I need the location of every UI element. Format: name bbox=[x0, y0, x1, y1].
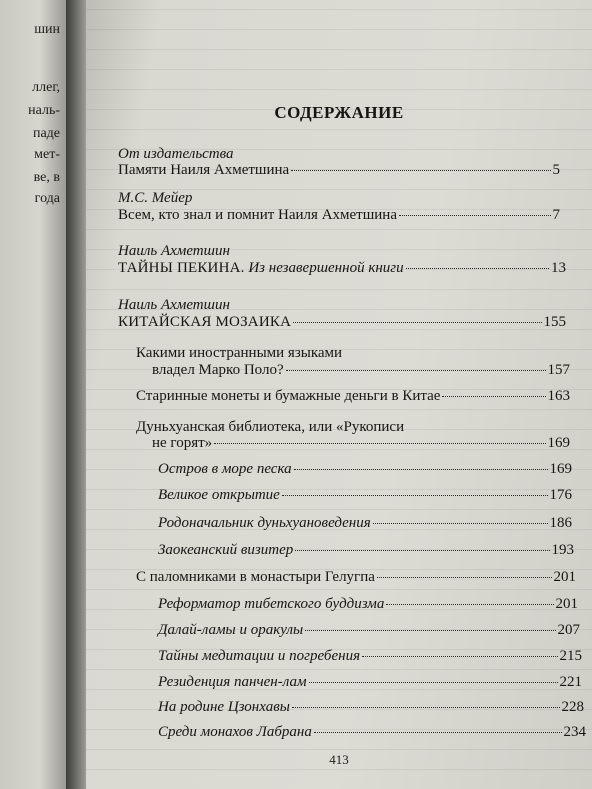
toc-line[interactable] bbox=[158, 699, 584, 716]
toc-line[interactable] bbox=[118, 314, 566, 331]
leader-dots bbox=[294, 469, 548, 470]
toc-page: 169 bbox=[547, 435, 570, 451]
toc-text: Великое открытие bbox=[158, 487, 280, 503]
toc-line[interactable] bbox=[118, 207, 560, 224]
leader-dots bbox=[305, 630, 555, 631]
leader-dots bbox=[291, 170, 550, 171]
left-fragment: наль- bbox=[28, 103, 60, 118]
toc-page: 163 bbox=[547, 388, 570, 404]
toc-text: Остров в море песка bbox=[158, 461, 292, 477]
toc-page: 221 bbox=[559, 674, 582, 690]
toc-line[interactable] bbox=[136, 388, 570, 405]
toc-text: Всем, кто знал и помнит Наиля Ахметшина bbox=[118, 207, 397, 223]
toc-text: ТАЙНЫ ПЕКИНА. bbox=[118, 260, 245, 276]
toc-line[interactable] bbox=[158, 622, 580, 639]
toc-page: 234 bbox=[563, 724, 586, 740]
left-fragment: мет- bbox=[34, 147, 60, 162]
toc-line[interactable] bbox=[152, 435, 570, 452]
leader-dots bbox=[282, 495, 548, 496]
leader-dots bbox=[314, 732, 562, 733]
toc-text: Среди монахов Лабрана bbox=[158, 724, 312, 740]
leader-dots bbox=[295, 550, 549, 551]
toc-line[interactable] bbox=[158, 461, 572, 478]
toc-line[interactable] bbox=[158, 648, 582, 665]
toc-page: 201 bbox=[555, 596, 578, 612]
left-fragment: паде bbox=[32, 126, 60, 141]
leader-dots bbox=[373, 523, 548, 524]
toc-text: Далай-ламы и оракулы bbox=[158, 622, 304, 638]
toc-line[interactable] bbox=[152, 362, 570, 379]
toc-page: 201 bbox=[553, 569, 576, 585]
toc-text: Заокеанский визитер bbox=[158, 542, 294, 558]
entry-author: М.С. Мейер bbox=[118, 190, 193, 206]
toc-text-line1[interactable]: Дуньхуанская библиотека, или «Рукописи bbox=[136, 419, 405, 435]
toc-page: 157 bbox=[547, 362, 570, 378]
entry-author: От издательства bbox=[118, 146, 234, 162]
toc-text: Родоначальник дуньхуановедения bbox=[158, 515, 371, 531]
toc-text: На родине Цзонхавы bbox=[158, 699, 290, 715]
leader-dots bbox=[406, 268, 549, 269]
entry-author: Наиль Ахметшин bbox=[118, 297, 230, 313]
toc-text-line1[interactable]: Какими иностранными языками bbox=[136, 345, 343, 361]
toc-page: 155 bbox=[543, 314, 566, 330]
contents-page bbox=[86, 0, 592, 789]
toc-text: Резиденция панчен-лам bbox=[158, 674, 307, 690]
leader-dots bbox=[377, 577, 552, 578]
toc-text: КИТАЙСКАЯ МОЗАИКА bbox=[118, 314, 292, 330]
left-fragment: ве, в bbox=[33, 170, 60, 185]
toc-text: не горят» bbox=[152, 435, 213, 451]
toc-line[interactable] bbox=[158, 487, 572, 504]
leader-dots bbox=[399, 215, 551, 216]
toc-page: 193 bbox=[551, 542, 574, 558]
toc-text: Реформатор тибетского буддизма bbox=[158, 596, 385, 612]
page-title: СОДЕРЖАНИЕ bbox=[274, 103, 404, 122]
toc-text-italic: Из незавершенной книги bbox=[248, 260, 404, 276]
toc-page: 169 bbox=[549, 461, 572, 477]
leader-dots bbox=[292, 707, 560, 708]
leader-dots bbox=[442, 396, 545, 397]
toc-text: владел Марко Поло? bbox=[152, 362, 284, 378]
left-fragment: шин bbox=[34, 22, 60, 37]
leader-dots bbox=[362, 656, 557, 657]
toc-page: 228 bbox=[561, 699, 584, 715]
book-gutter bbox=[66, 0, 88, 789]
toc-page: 186 bbox=[549, 515, 572, 531]
toc-text: Тайны медитации и погребения bbox=[158, 648, 361, 664]
left-fragment: ллег, bbox=[32, 80, 60, 95]
toc-line[interactable] bbox=[118, 162, 560, 179]
toc-line[interactable] bbox=[136, 569, 576, 586]
page-number: 413 bbox=[329, 752, 349, 767]
toc-text: Памяти Наиля Ахметшина bbox=[118, 162, 290, 178]
leader-dots bbox=[386, 604, 553, 605]
leader-dots bbox=[293, 322, 541, 323]
entry-author: Наиль Ахметшин bbox=[118, 243, 230, 259]
toc-line[interactable] bbox=[158, 542, 574, 559]
toc-line[interactable] bbox=[158, 515, 572, 532]
toc-page: 5 bbox=[552, 162, 560, 178]
toc-text: Старинные монеты и бумажные деньги в Китае bbox=[136, 388, 441, 404]
toc-page: 13 bbox=[551, 260, 566, 276]
toc-line[interactable] bbox=[158, 724, 586, 741]
toc-page: 215 bbox=[559, 648, 582, 664]
toc-line[interactable] bbox=[158, 674, 582, 691]
leader-dots bbox=[309, 682, 558, 683]
toc-page: 176 bbox=[549, 487, 572, 503]
toc-page: 7 bbox=[552, 207, 560, 223]
leader-dots bbox=[286, 370, 546, 371]
toc-page: 207 bbox=[557, 622, 580, 638]
leader-dots bbox=[214, 443, 545, 444]
toc-line[interactable] bbox=[158, 596, 578, 613]
left-fragment: года bbox=[34, 191, 60, 206]
toc-text: С паломниками в монастыри Гелугпа bbox=[136, 569, 375, 585]
facing-page-edge bbox=[0, 0, 66, 789]
toc-line[interactable] bbox=[118, 260, 566, 277]
